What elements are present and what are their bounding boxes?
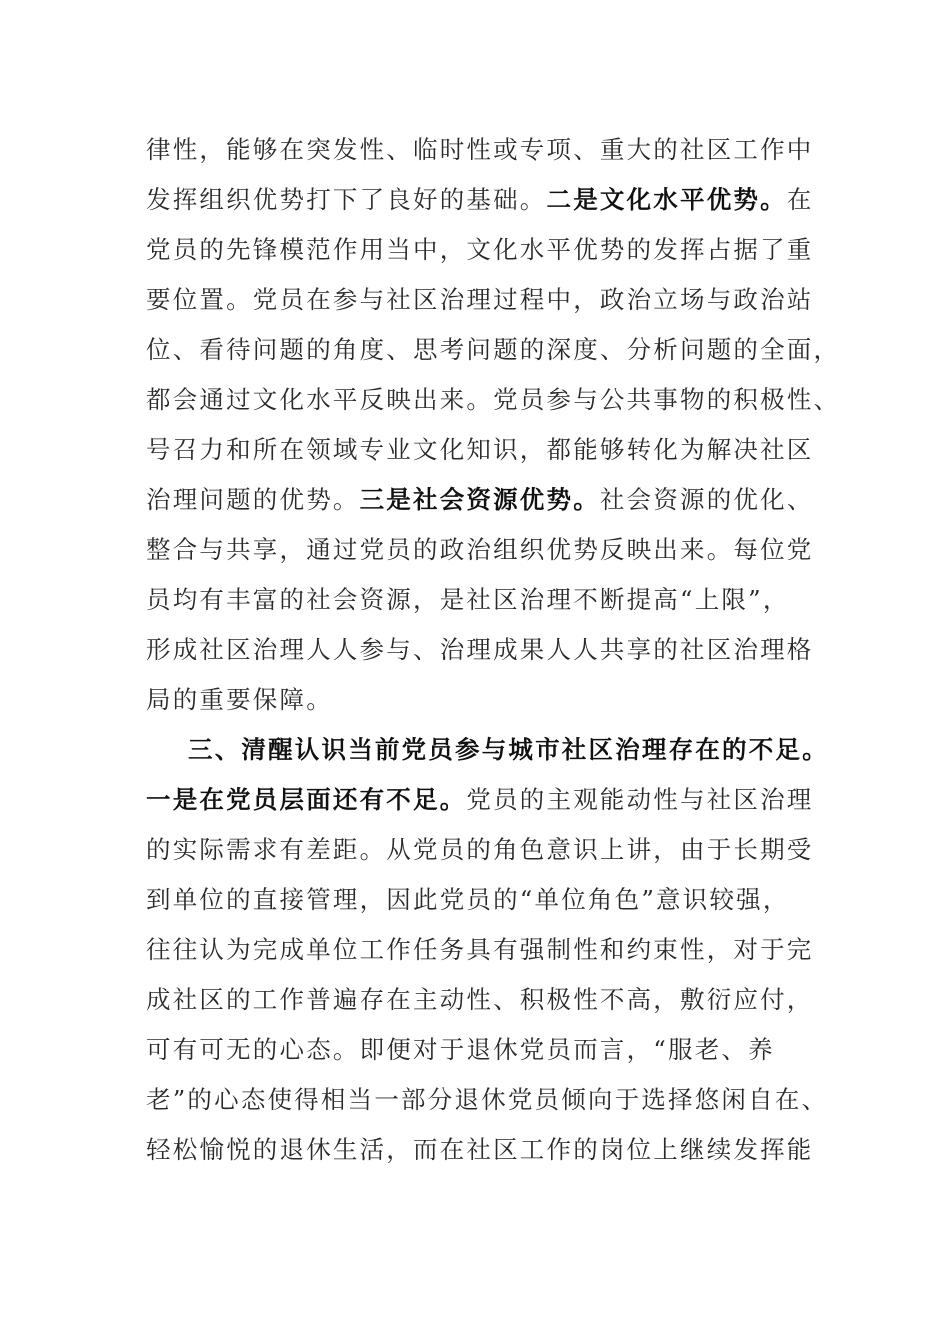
text-segment: 在	[786, 185, 814, 214]
bold-heading-segment: 二是文化水平优势。	[546, 185, 787, 214]
text-line	[146, 634, 814, 666]
text-segment: 发挥组织优势打下了良好的基础。	[146, 185, 547, 214]
text-segment: 整合与共享，通过党员的政治组织优势反映出来。每位党	[146, 535, 814, 564]
text-segment: 到单位的直接管理，因此党员的“单位角色”意识较强，	[146, 885, 790, 914]
text-line	[146, 184, 814, 216]
section-heading	[188, 734, 848, 766]
text-segment: 老”的心态使得相当一部分退休党员倾向于选择悠闲自在、	[146, 1085, 829, 1114]
text-line	[146, 484, 814, 516]
text-segment: 要位置。党员在参与社区治理过程中，政治立场与政治站	[146, 285, 814, 314]
text-segment: 党员的主观能动性与社区治理	[466, 785, 814, 814]
text-segment: 都会通过文化水平反映出来。党员参与公共事物的积极性、	[146, 385, 841, 414]
text-segment: 成社区的工作普遍存在主动性、积极性不高，敷衍应付，	[146, 985, 814, 1014]
text-segment: 的实际需求有差距。从党员的角色意识上讲，由于长期受	[146, 835, 814, 864]
text-segment: 往往认为完成单位工作任务具有强制性和约束性，对于完	[146, 935, 814, 964]
text-segment: 治理问题的优势。	[146, 485, 360, 514]
text-segment: 局的重要保障。	[146, 685, 333, 714]
text-line	[146, 784, 814, 816]
text-segment: 号召力和所在领域专业文化知识，都能够转化为解决社区	[146, 435, 814, 464]
text-line	[146, 1034, 806, 1066]
text-segment: 员均有丰富的社会资源，是社区治理不断提高“上限”，	[146, 585, 790, 614]
text-line	[146, 534, 814, 566]
text-segment: 位、看待问题的角度、思考问题的深度、分析问题的全面，	[146, 335, 841, 364]
text-line	[146, 984, 814, 1016]
text-line	[146, 934, 814, 966]
text-line	[146, 234, 814, 266]
text-line	[146, 384, 841, 416]
text-segment: 社会资源的优化、	[599, 485, 814, 514]
text-line	[146, 1084, 829, 1116]
text-line	[146, 834, 814, 866]
text-segment: 形成社区治理人人参与、治理成果人人共享的社区治理格	[146, 635, 814, 664]
text-segment: 轻松愉悦的退休生活，而在社区工作的岗位上继续发挥能	[146, 1135, 814, 1164]
bold-heading-segment: 三是社会资源优势。	[359, 485, 600, 514]
text-line	[146, 334, 841, 366]
text-line	[146, 884, 806, 916]
text-line	[146, 284, 814, 316]
text-line	[146, 134, 814, 166]
text-line	[146, 434, 814, 466]
text-line	[146, 684, 806, 716]
bold-heading-segment: 一是在党员层面还有不足。	[146, 785, 467, 814]
text-segment: 律性，能够在突发性、临时性或专项、重大的社区工作中	[146, 135, 814, 164]
text-line	[146, 584, 806, 616]
text-segment: 党员的先锋模范作用当中，文化水平优势的发挥占据了重	[146, 235, 814, 264]
section-heading-text: 三、清醒认识当前党员参与城市社区治理存在的不足。	[188, 735, 829, 764]
text-line	[146, 1134, 814, 1166]
text-segment: 可有可无的心态。即便对于退休党员而言，“服老、养	[146, 1035, 775, 1064]
